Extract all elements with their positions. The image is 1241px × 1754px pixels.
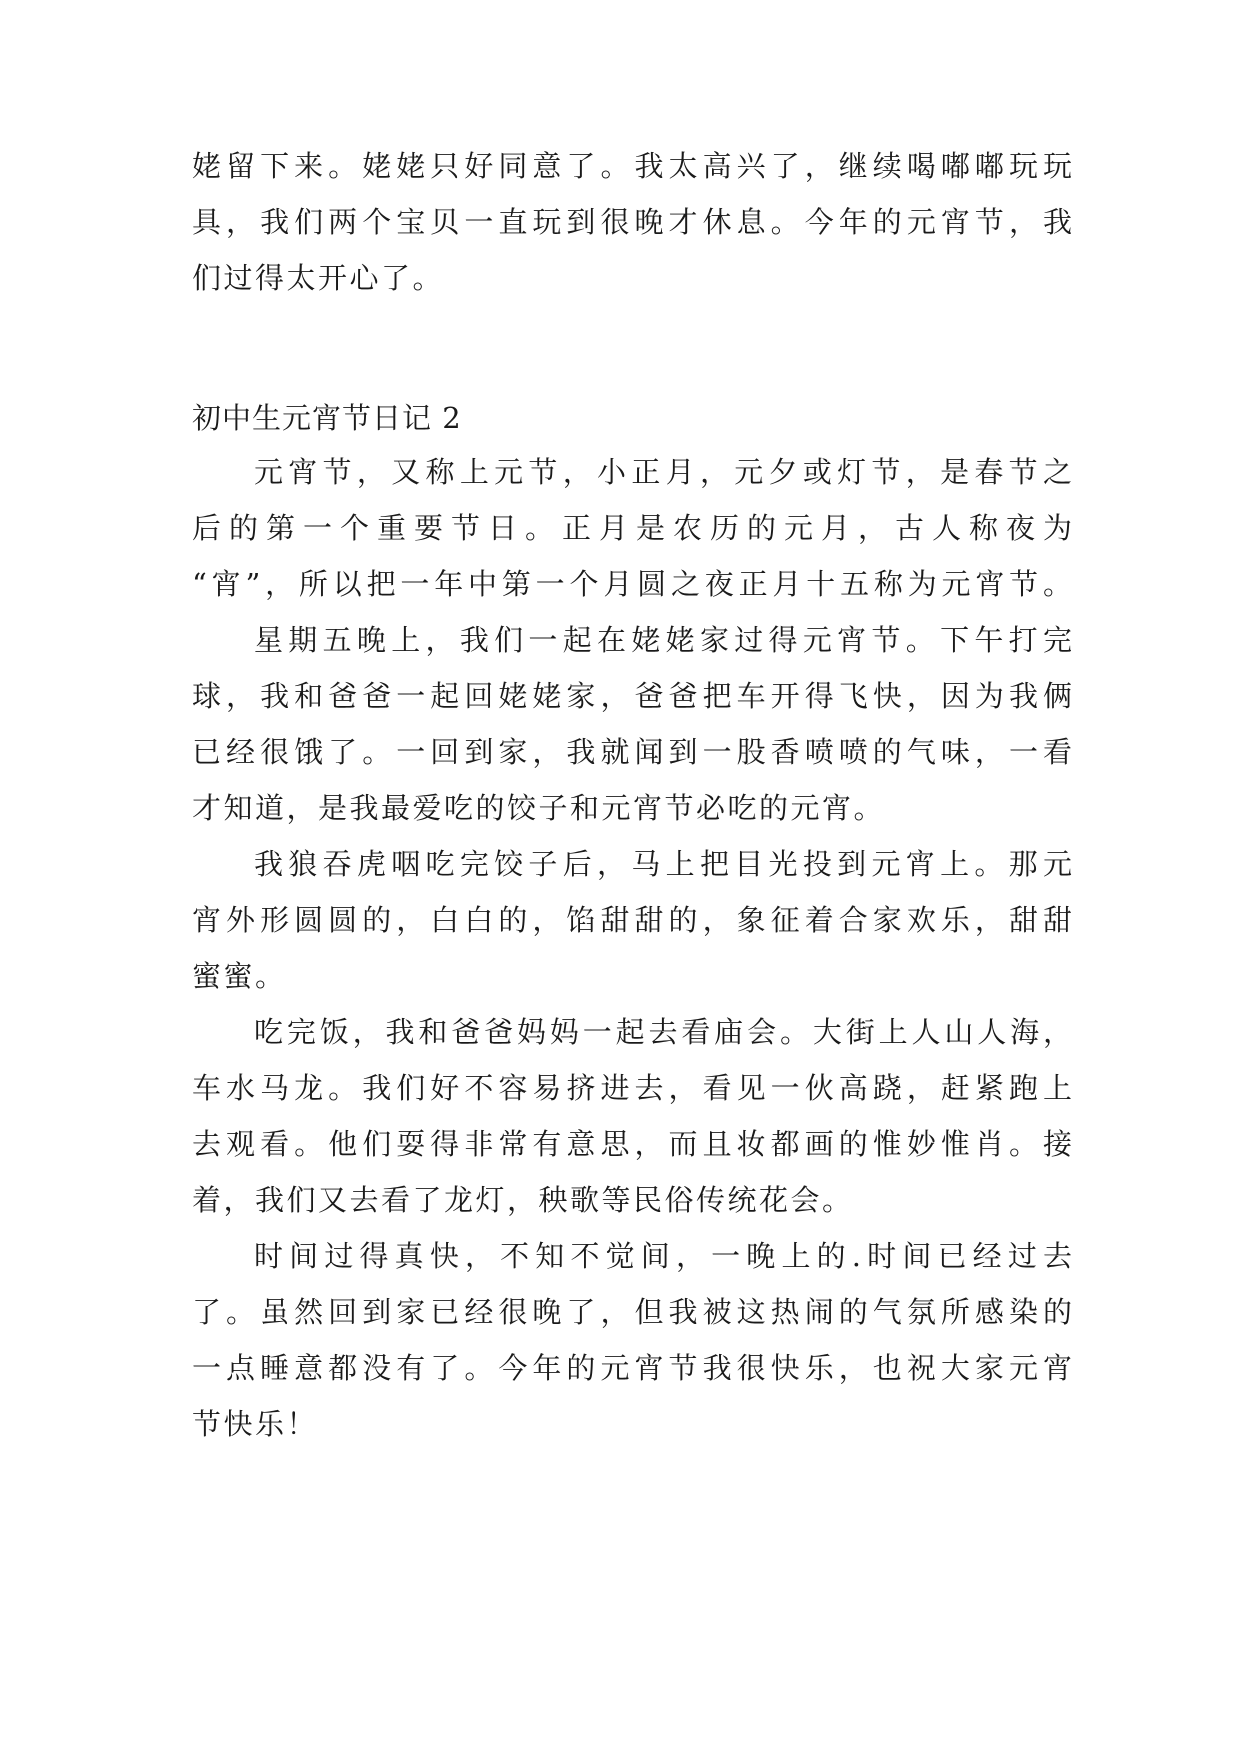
paragraph-line: 时间过得真快，不知不觉间，一晚上的.时间已经过去	[254, 1239, 1072, 1273]
paragraph-line: 了。虽然回到家已经很晚了，但我被这热闹的气氛所感染的	[192, 1295, 1072, 1329]
paragraph-line: 才知道，是我最爱吃的饺子和元宵节必吃的元宵。	[192, 791, 886, 825]
paragraph-line: 吃完饭，我和爸爸妈妈一起去看庙会。大街上人山人海，	[254, 1015, 1072, 1049]
paragraph-line: 后的第一个重要节日。正月是农历的元月，古人称夜为	[192, 511, 1072, 545]
paragraph-line: 已经很饿了。一回到家，我就闻到一股香喷喷的气味，一看	[192, 735, 1072, 769]
paragraph-line: 一点睡意都没有了。今年的元宵节我很快乐，也祝大家元宵	[192, 1351, 1072, 1385]
paragraph-line: 去观看。他们耍得非常有意思，而且妆都画的惟妙惟肖。接	[192, 1127, 1072, 1161]
paragraph-line: 姥留下来。姥姥只好同意了。我太高兴了，继续喝嘟嘟玩玩	[192, 149, 1072, 183]
paragraph-line: 我狼吞虎咽吃完饺子后，马上把目光投到元宵上。那元	[254, 847, 1072, 881]
paragraph-line: 元宵节，又称上元节，小正月，元夕或灯节，是春节之	[254, 455, 1072, 489]
paragraph-line: 们过得太开心了。	[192, 261, 445, 295]
paragraph-line: 星期五晚上，我们一起在姥姥家过得元宵节。下午打完	[254, 623, 1072, 657]
paragraph-line: 具，我们两个宝贝一直玩到很晚才休息。今年的元宵节，我	[192, 205, 1072, 239]
paragraph-line: 蜜蜜。	[192, 959, 287, 993]
paragraph-line: 节快乐！	[192, 1407, 319, 1441]
paragraph-line: 着，我们又去看了龙灯，秧歌等民俗传统花会。	[192, 1183, 854, 1217]
paragraph-line: 球，我和爸爸一起回姥姥家，爸爸把车开得飞快，因为我俩	[192, 679, 1072, 713]
paragraph-line: “宵”，所以把一年中第一个月圆之夜正月十五称为元宵节。	[192, 567, 1072, 601]
paragraph-line: 车水马龙。我们好不容易挤进去，看见一伙高跷，赶紧跑上	[192, 1071, 1072, 1105]
section-title: 初中生元宵节日记 2	[192, 401, 462, 435]
paragraph-line: 宵外形圆圆的，白白的，馅甜甜的，象征着合家欢乐，甜甜	[192, 903, 1072, 937]
